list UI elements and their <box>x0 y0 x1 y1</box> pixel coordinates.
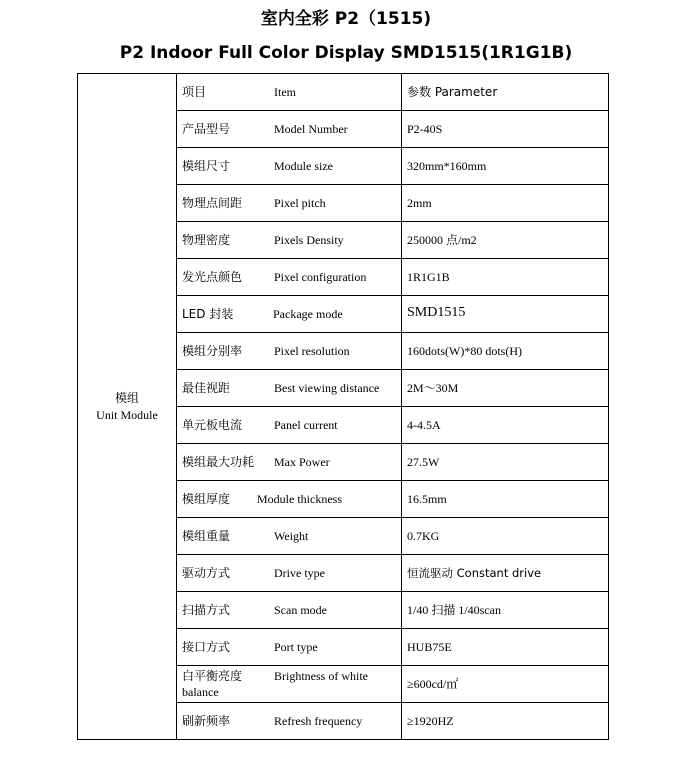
row-label-cn: 模组分别率 <box>182 344 243 358</box>
row-value: 27.5W <box>407 455 440 469</box>
page-title-cn: 室内全彩 P2（1515) <box>260 9 432 29</box>
row-label-cn: 模组厚度 <box>182 492 231 506</box>
column-divider <box>401 111 402 147</box>
row-value: 250000 点/m2 <box>407 233 477 247</box>
row-label-cn <box>182 668 267 700</box>
row-label-cn: 驱动方式 <box>182 566 231 580</box>
column-divider <box>401 222 402 258</box>
column-divider <box>401 518 402 554</box>
column-divider <box>401 148 402 184</box>
row-label-cn: 发光点颜色 <box>182 270 243 284</box>
column-divider <box>401 592 402 628</box>
table-row <box>177 111 608 148</box>
column-divider <box>401 555 402 591</box>
row-label-cn: LED 封装 <box>182 307 234 321</box>
row-label-cn-line2: balance <box>182 685 219 699</box>
row-value: 320mm*160mm <box>407 159 487 173</box>
row-label-cn: 物理点间距 <box>182 196 243 210</box>
column-divider <box>401 666 402 702</box>
table-row <box>177 518 608 555</box>
table-row <box>177 592 608 629</box>
table-row <box>177 666 608 703</box>
row-label-en: Package mode <box>273 307 343 321</box>
table-row <box>177 703 608 739</box>
table-row-header <box>177 74 608 111</box>
row-label-en: Panel current <box>274 418 338 432</box>
table-row <box>177 296 608 333</box>
column-divider <box>401 296 402 332</box>
row-label-en: Pixel resolution <box>274 344 350 358</box>
row-label-cn: 模组最大功耗 <box>182 455 255 469</box>
group-label-en: Unit Module <box>96 408 158 422</box>
row-value: 1/40 扫描 1/40scan <box>407 603 501 617</box>
row-label-cn: 最佳视距 <box>182 381 231 395</box>
row-label-en: Model Number <box>274 122 348 136</box>
row-label-en: Module thickness <box>257 492 342 506</box>
row-label-cn: 产品型号 <box>182 122 231 136</box>
row-value: ≥1920HZ <box>407 714 454 728</box>
column-divider <box>401 703 402 739</box>
row-label-en: Item <box>274 85 296 99</box>
table-row <box>177 222 608 259</box>
row-label-cn: 物理密度 <box>182 233 231 247</box>
row-label-cn: 项目 <box>182 85 207 99</box>
row-label-en: Pixels Density <box>274 233 344 247</box>
row-value: ≥600cd/㎡ <box>407 677 459 691</box>
group-cell <box>78 74 177 739</box>
row-label-cn: 扫描方式 <box>182 603 231 617</box>
column-divider <box>401 370 402 406</box>
row-label-cn: 单元板电流 <box>182 418 243 432</box>
table-row <box>177 185 608 222</box>
column-divider <box>401 629 402 665</box>
row-label-en: Brightness of white <box>274 669 368 683</box>
row-label-en: Max Power <box>274 455 330 469</box>
row-label-en: Port type <box>274 640 318 654</box>
table-row <box>177 629 608 666</box>
row-value: 恒流驱动 Constant drive <box>407 566 542 580</box>
row-value: 16.5mm <box>407 492 447 506</box>
table-row <box>177 370 608 407</box>
row-label-cn: 模组尺寸 <box>182 159 231 173</box>
row-label-en: Module size <box>274 159 333 173</box>
row-label-en: Pixel pitch <box>274 196 326 210</box>
column-divider <box>401 407 402 443</box>
table-row <box>177 148 608 185</box>
row-label-en: Refresh frequency <box>274 714 363 728</box>
page-title-en: P2 Indoor Full Color Display SMD1515(1R1G1B) <box>119 43 573 63</box>
column-divider <box>401 444 402 480</box>
row-label-en: Drive type <box>274 566 325 580</box>
column-divider <box>401 481 402 517</box>
column-divider <box>401 74 402 110</box>
table-row <box>177 407 608 444</box>
row-value: 4-4.5A <box>407 418 441 432</box>
row-value: P2-40S <box>407 122 443 136</box>
row-label-cn: 接口方式 <box>182 640 231 654</box>
row-value: 参数 Parameter <box>407 85 498 99</box>
column-divider <box>401 259 402 295</box>
row-value: 1R1G1B <box>407 270 450 284</box>
row-value: 160dots(W)*80 dots(H) <box>407 344 522 358</box>
group-label-cn: 模组 <box>114 391 139 405</box>
row-label-en: Scan mode <box>274 603 327 617</box>
spec-rows <box>177 74 608 739</box>
table-row <box>177 259 608 296</box>
row-value: 0.7KG <box>407 529 440 543</box>
table-row <box>177 333 608 370</box>
row-label-en: Pixel configuration <box>274 270 367 284</box>
column-divider <box>401 185 402 221</box>
column-divider <box>401 333 402 369</box>
row-value: SMD1515 <box>407 305 466 320</box>
row-value: 2M～30M <box>407 381 459 395</box>
table-row <box>177 444 608 481</box>
row-value: HUB75E <box>407 640 452 654</box>
table-row <box>177 481 608 518</box>
row-label-cn-line1: 白平衡亮度 <box>182 669 243 683</box>
row-label-cn: 模组重量 <box>182 529 231 543</box>
spec-table <box>77 73 609 740</box>
row-value: 2mm <box>407 196 432 210</box>
table-row <box>177 555 608 592</box>
row-label-en: Weight <box>274 529 309 543</box>
row-label-en: Best viewing distance <box>274 381 380 395</box>
row-label-cn: 刷新频率 <box>182 714 231 728</box>
